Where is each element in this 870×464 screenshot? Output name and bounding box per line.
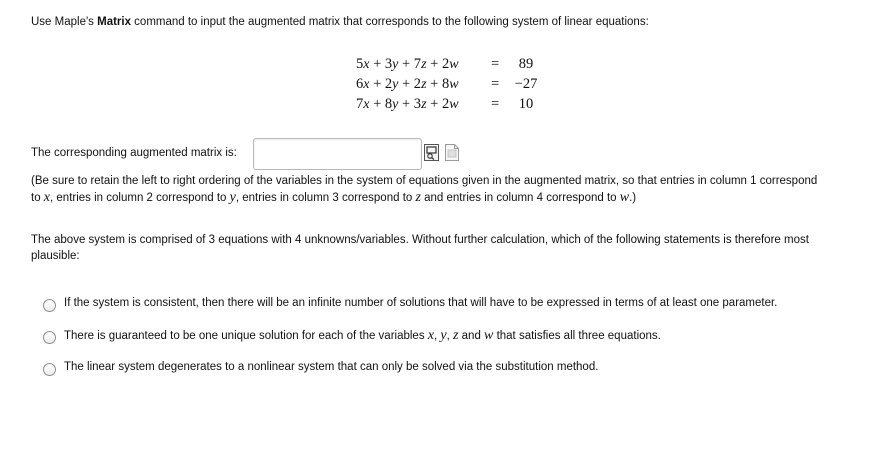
equation-system bbox=[356, 55, 556, 115]
equals-sign: = bbox=[491, 76, 500, 92]
augmented-matrix-input[interactable] bbox=[253, 138, 422, 170]
instruction-part: command to input the augmented matrix that corresponds to the following system of linear equations: bbox=[130, 16, 649, 28]
ordering-note-line-1: (Be sure to retain the left to right ordering of the variables in the system of equations given in the augmented matrix, so that entries in column 1 correspond bbox=[31, 175, 818, 187]
question-line-2: plausible: bbox=[31, 250, 80, 262]
help-document-icon[interactable] bbox=[445, 144, 459, 161]
equation-lhs: 5x + 3y + 7z + 2w bbox=[356, 56, 459, 72]
equation-rhs: 89 bbox=[518, 56, 534, 72]
equals-sign: = bbox=[491, 56, 500, 72]
equation-rhs: 10 bbox=[518, 96, 534, 112]
ordering-note-line-2: to x, entries in column 2 correspond to y, entries in column 3 correspond to z and entries in column 4 correspond to w.) bbox=[31, 190, 637, 205]
option-1-radio[interactable] bbox=[43, 299, 56, 312]
equals-sign: = bbox=[491, 96, 500, 112]
question-line-1: The above system is comprised of 3 equations with 4 unknowns/variables. Without further calculation, which of the following statements is therefore most bbox=[31, 234, 809, 246]
instruction-text bbox=[31, 15, 649, 30]
instruction-part: Use Maple's bbox=[31, 16, 98, 28]
matrix-command-bold: Matrix bbox=[97, 16, 131, 28]
option-2-radio[interactable] bbox=[43, 331, 56, 344]
equation-rhs: −27 bbox=[514, 76, 538, 92]
option-3-radio[interactable] bbox=[43, 363, 56, 376]
option-3-label[interactable]: The linear system degenerates to a nonlinear system that can only be solved via the substitution method. bbox=[64, 361, 599, 373]
option-1-label[interactable]: If the system is consistent, then there will be an infinite number of solutions that will have to be expressed in terms of at least one parameter. bbox=[64, 297, 778, 309]
equation-lhs: 7x + 8y + 3z + 2w bbox=[356, 96, 459, 112]
answer-label: The corresponding augmented matrix is: bbox=[31, 147, 237, 159]
option-2-label[interactable]: There is guaranteed to be one unique solution for each of the variables x, y, z and w that satisfies all three equations. bbox=[64, 328, 661, 343]
matrix-preview-icon[interactable] bbox=[424, 144, 439, 161]
equation-lhs: 6x + 2y + 2z + 8w bbox=[356, 76, 459, 92]
